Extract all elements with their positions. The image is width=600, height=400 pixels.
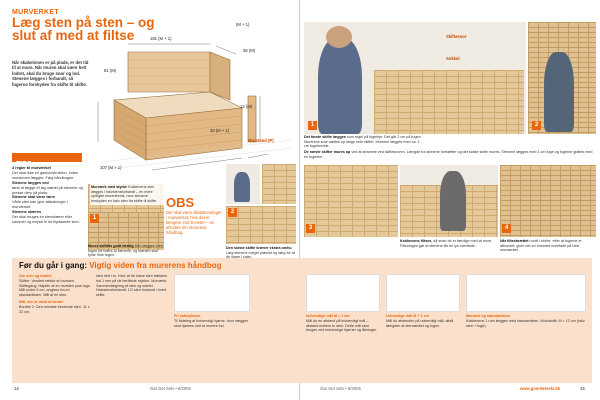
intro-text: Når skabelonen er på plads, er det tid til at mure. Når muren skal være helt lodret, skal du bruge snor og lod. Stenene lægges i forbandt, så fugerne forskydes fra skifte til skifte.: [12, 60, 89, 87]
dim-label-6: 20 (M + 1): [210, 128, 230, 133]
info-col-5: Udvendige mål M + 1 cm Mål du afstanden på udvendigt mål, altså længden af stenværket og fugen.: [386, 274, 460, 328]
info-col-1: Om sten og mørtel Skifter: Vandret række af mursten. Skiftegang: Højden af en mursten plus fuge. Mål under 6 cm, angives fra en standardisten. Mål af en sten. Mål, der er vand at bende Bordbe 2: Den mindste bindende sten. 11 x 23 cm.: [19, 274, 91, 314]
info-col-2: sten delt i to. Hver af de halve sten trækkes ind 1 mm på de beriffede stykker. Murværk: Sammenlægning af sten og mørtel. Halvstensforbandt: 1/2 sten forskudt i hvert skifte.: [96, 274, 167, 298]
step-1-text: Det første skifte lægges som regel på fugeleje. Det går 2 cm på fugen. Murerens snor sættes op langs hele skiftet. Murerne lægges med ca. 1 cm fugebredde.: [304, 135, 422, 149]
footer-url[interactable]: www.goerdetselv.dk: [520, 386, 561, 391]
label-sokkel: Sokkel: [446, 56, 460, 61]
info-col-6: Mursted og standardsten Kokkenens 1 rum lægges med standardsten. Modulmål: M = 12 cm (halv sten + fuge).: [466, 274, 586, 328]
dim-label-7: 107 (M + 1): [100, 165, 122, 170]
step-2-caption: Den sidste skifte kræver ekstra omhu Læg stenene meget præcist og sørg for at: [226, 246, 295, 255]
dim-label-2: 36 (M): [243, 48, 256, 53]
info-box-title: Før du går i gang: Vigtig viden fra murerens håndbog: [19, 261, 222, 270]
photo-filtsing: [400, 165, 498, 237]
photo-step-3: 3: [304, 165, 398, 237]
kitchen-diagram: [92, 30, 298, 180]
step-4-text: Når filtsebrættet rundt i cirkler, efter at fugerne er afbundet, giver det en ensartet overflade på hele murværket.: [500, 239, 582, 253]
photo-step-1-large: 1: [304, 22, 526, 134]
label-skiftesnor: Skiftesnor: [446, 34, 467, 39]
step-3-text: Kokkenens filtses, så snart de er færdige med at mure. Filtsningen gør at stenene får en lys overflade.: [400, 239, 493, 248]
dim-label-1: 181 (M + 1): [150, 36, 172, 41]
step-2-text: De næste skifter mures op ved at stramme ved skiftesnoren. Længde fra stenene fortsætter og det sidste skifte mures. Stenene lægges med 1 cm fuge og fugerne glattes med en fugeske.: [304, 150, 593, 159]
page-title: Læg sten på sten – og slut af med at filtse: [12, 15, 155, 43]
dim-label-5: 12 (M): [240, 104, 253, 109]
photo-step-1: 1: [88, 212, 164, 250]
footer-page-left: 14: [14, 386, 19, 391]
photo-wall-small: [262, 164, 296, 204]
obs-box: OBS Der skal være dilatationsfuger i murværket, hvis det er længere end 8 meter – se afsnittet om murerens håndbog.: [166, 195, 222, 235]
dim-label-3: (M + 1): [236, 22, 250, 27]
dim-label-4: 61 (M): [104, 68, 117, 73]
photo-step-2-large: 2: [528, 22, 596, 134]
info-col-4: Indvendige mål M = 1 cm Mål du en afstand på indvendigt mål – afstand mellem to sten. Dette mål skal bruges ved indvendige hjørner og åbninger.: [306, 274, 380, 333]
photo-step-4: 4: [500, 165, 596, 237]
back-wall: [128, 52, 210, 92]
footer-magazine-left: Gør Det Selv • 8/2006: [150, 386, 191, 391]
footer-page-right: 15: [580, 386, 585, 391]
step-1-caption: Murer skiftets godt færdig Den lægges med fugen på tværs af stenene, og mørtlen skal fylde hele fugen.: [88, 244, 163, 258]
side-post: [248, 96, 256, 142]
photo-step-2: 2: [226, 206, 296, 244]
section-label: MURVERKET: [12, 9, 59, 16]
info-col-3: Fri indbøjlende Til tildeling af indvendigt hjørne, hvor væggen skal hjørnes ved at murere ind.: [174, 274, 250, 328]
footer-magazine-right: Gør Det Selv • 8/2006: [320, 386, 361, 391]
dim-label-8: Murstand (P): [248, 138, 274, 143]
tips-header: TIPS: [12, 153, 82, 162]
photo-worker-small: [226, 164, 260, 204]
right-wall: [210, 52, 230, 100]
murer-caption: Murværk med styrke Kokkenens sten lægges i halvstensforbandt – en mere opdigtet murerteknik, hvor stenene forskydes en halv sten fra skifte til skifte.: [90, 184, 164, 205]
tips-text: 3 regler til murværket Der skal ikke en gaskonstruktion, inden murstenen lægges. Følg håndbogen. Stenene lægges ved først at lægge et lag mørtel på stenene og presse dem på plads. Stenene skal være tørre Våde sten kan give afskalninger i murværket. Stenene skæres Der skal bruges en stenskærer eller hammer og mejsel til de tilpassede sten.: [12, 166, 83, 224]
